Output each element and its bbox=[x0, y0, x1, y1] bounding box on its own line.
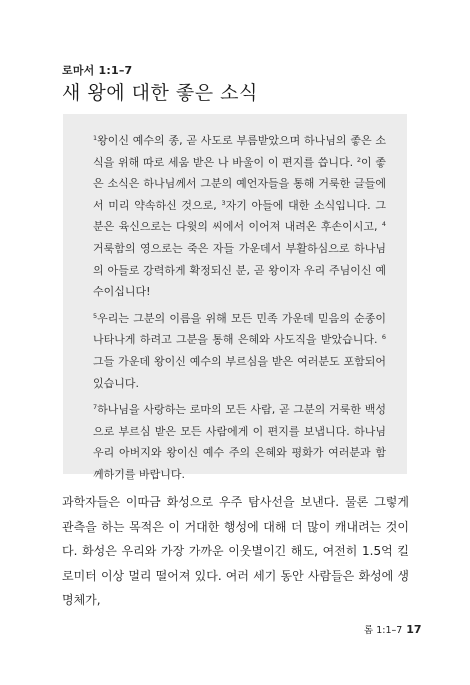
scripture-paragraph bbox=[93, 130, 386, 303]
verse-text: 왕이신 예수의 종, 곧 사도로 부름받았으며 하나님의 좋은 소식을 위해 따로 세움 받은 나 바울이 이 편지를 씁니다. bbox=[93, 134, 386, 169]
verse-number: 1 bbox=[93, 134, 98, 142]
scripture-box bbox=[63, 114, 407, 481]
scripture-paragraph bbox=[93, 308, 386, 394]
scripture-paragraph bbox=[93, 399, 386, 485]
verse-number: 2 bbox=[356, 155, 362, 164]
section-title: 새 왕에 대한 좋은 소식 bbox=[62, 82, 258, 104]
verse-text: 자기 아들에 대한 소식입니다. 그분은 육신으로는 다윗의 씨에서 이어져 내려온 후손이시고, bbox=[93, 198, 386, 234]
verse-number: 4 bbox=[381, 220, 386, 229]
verse-text: 하나님을 사랑하는 로마의 모든 사람, 곧 그분의 거룩한 백성으로 부르심 받은 모든 사람에게 이 편지를 보냅니다. 하나님 우리 아버지와 왕이신 예수 주의 은혜와 평화가 여러분과 함께하기를 바랍니다. bbox=[93, 403, 386, 481]
page-number: 17 bbox=[406, 623, 422, 636]
verse-text: 그들 가운데 왕이신 예수의 부르심을 받은 여러분도 포함되어 있습니다. bbox=[93, 354, 386, 390]
commentary-paragraph: 과학자들은 이따금 화성으로 우주 탐사선을 보낸다. 물론 그렇게 관측을 하는 목적은 이 거대한 행성에 대해 더 많이 캐내려는 것이다. 화성은 우리와 가장 가까운 이웃별이긴 해도, 여전히 1.5억 킬로미터 이상 멀리 떨어져 있다. 여러 세기 동안 사람들은 화성에 생명체가, bbox=[62, 495, 409, 608]
verse-number: 3 bbox=[221, 198, 226, 207]
page-footer bbox=[364, 622, 422, 636]
verse-text: 우리는 그분의 이름을 위해 모든 민족 가운데 믿음의 순종이 나타나게 하려고 그분을 통해 은혜와 사도직을 받았습니다. bbox=[93, 311, 386, 347]
passage-reference: 로마서 1:1–7 bbox=[62, 64, 133, 77]
footer-reference: 롬 1:1–7 bbox=[364, 625, 403, 636]
verse-text: 이 좋은 소식은 하나님께서 그분의 예언자들을 통해 거룩한 글들에서 미리 약속하신 것으로, bbox=[93, 155, 387, 212]
verse-number: 6 bbox=[381, 333, 386, 342]
verse-number: 7 bbox=[93, 403, 98, 412]
verse-number: 5 bbox=[93, 311, 98, 320]
verse-text: 거룩함의 영으로는 죽은 자들 가운데서 부활하심으로 하나님의 아들로 강력하게 확정되신 분, 곧 왕이자 우리 주님이신 예수이십니다! bbox=[93, 241, 386, 299]
